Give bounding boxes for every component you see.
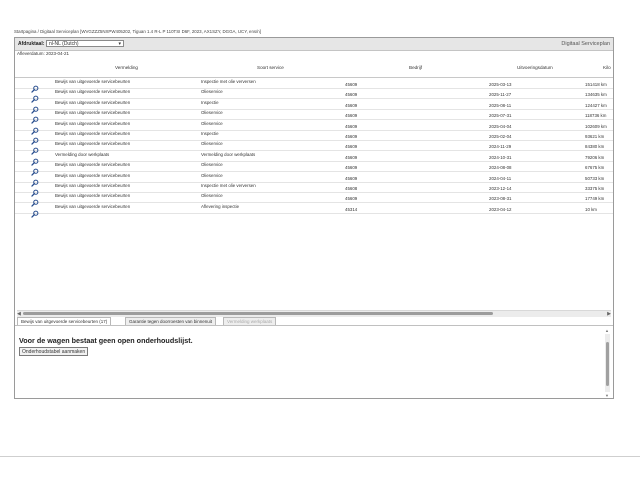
service-type-cell: Inspectie met olie verversen — [201, 183, 256, 188]
entry-cell: Bewijs van uitgevoerde servicebeurten — [55, 79, 131, 84]
tab-vermelding-werkplaats: Vermelding werkplaats — [223, 317, 276, 325]
print-language-value: nl-NL (Dutch) — [49, 41, 79, 47]
table-row[interactable] — [15, 120, 613, 131]
company-cell: 45609 — [345, 154, 358, 160]
table-row[interactable] — [15, 192, 613, 203]
table-row[interactable] — [15, 203, 613, 214]
execution-date-cell: 2024-04-11 — [489, 175, 512, 181]
magnifier-icon[interactable] — [31, 205, 39, 213]
entry-cell: Bewijs van uitgevoerde servicebeurten — [55, 110, 131, 116]
table-row[interactable] — [15, 78, 613, 89]
company-cell: 45609 — [345, 92, 358, 98]
table-row[interactable] — [15, 88, 613, 99]
page-divider — [0, 456, 640, 457]
mileage-cell: 93621 km — [585, 134, 605, 139]
chevron-down-icon: ▾ — [118, 41, 121, 47]
company-cell: 45314 — [345, 206, 358, 212]
execution-date-cell: 2023-04-12 — [489, 206, 512, 212]
service-type-cell: Olieservice — [201, 89, 223, 95]
breadcrumb: Startpagina / Digitaal Serviceplan [WVGZZZ5NXPW405202, Tiguan 1.4 R-L P 110TSI D6F, 2023, AX1SZY, DGGA, UCY, ens/n] — [14, 29, 261, 34]
service-type-cell: Inspectie — [201, 131, 219, 136]
table-row[interactable] — [15, 161, 613, 172]
table-row[interactable] — [15, 182, 613, 193]
service-type-cell: Olieservice — [201, 172, 223, 178]
table-row[interactable] — [15, 99, 613, 110]
execution-date-cell: 2025-03-13 — [489, 82, 512, 87]
mileage-cell: 151418 km — [585, 82, 607, 87]
entry-cell: Bewijs van uitgevoerde servicebeurten — [55, 203, 131, 209]
company-cell: 45609 — [345, 82, 358, 87]
service-plan-panel — [14, 37, 614, 399]
service-type-cell: Vermelding door werkplaats — [201, 151, 256, 157]
delivery-date: Afleverdatum: 2023-04-21 — [17, 51, 70, 56]
maintenance-panel — [15, 325, 613, 398]
entry-cell: Bewijs van uitgevoerde servicebeurten — [55, 193, 131, 199]
table-row[interactable] — [15, 151, 613, 162]
service-type-cell: Olieservice — [201, 110, 223, 116]
magnifier-icon[interactable] — [31, 122, 39, 130]
app-title: Digitaal Serviceplan — [561, 41, 610, 47]
service-type-cell: Inspectie — [201, 99, 219, 105]
toolbar — [15, 38, 613, 51]
mileage-cell: 17749 km — [585, 196, 605, 202]
mileage-cell: 102609 km — [585, 123, 607, 129]
company-cell: 45609 — [345, 196, 358, 202]
service-type-cell: Olieservice — [201, 120, 223, 126]
print-language-label: Afdruktaal: — [18, 41, 45, 47]
execution-date-cell: 2024-10-31 — [489, 154, 512, 160]
column-header-soort-service[interactable]: Soort service — [257, 65, 284, 70]
table-row[interactable] — [15, 172, 613, 183]
company-cell: 45609 — [345, 175, 358, 181]
table-row[interactable] — [15, 140, 613, 151]
column-header-kilometerstand[interactable]: Kilo — [603, 65, 611, 70]
magnifier-icon[interactable] — [31, 153, 39, 161]
service-type-cell: Aflevering inspectie — [201, 203, 240, 209]
scroll-up-icon[interactable]: ▲ — [605, 328, 609, 333]
magnifier-icon[interactable] — [31, 80, 39, 88]
company-cell: 45609 — [345, 102, 358, 108]
scroll-down-icon[interactable]: ▼ — [605, 393, 609, 398]
print-language-select[interactable] — [46, 40, 124, 47]
mileage-cell: 50733 km — [585, 175, 605, 181]
table-row[interactable] — [15, 130, 613, 141]
mileage-cell: 124427 km — [585, 102, 607, 108]
magnifier-icon[interactable] — [31, 194, 39, 202]
execution-date-cell: 2023-08-31 — [489, 196, 512, 202]
entry-cell: Bewijs van uitgevoerde servicebeurten — [55, 120, 131, 126]
entry-cell: Bewijs van uitgevoerde servicebeurten — [55, 99, 131, 105]
horizontal-scroll-thumb[interactable] — [23, 312, 493, 315]
execution-date-cell: 2025-02-04 — [489, 134, 512, 139]
execution-date-cell: 2024-08-08 — [489, 165, 512, 171]
mileage-cell: 134635 km — [585, 92, 607, 98]
maintenance-message: Voor de wagen bestaat geen open onderhoudslijst. — [19, 336, 193, 345]
table-body — [15, 78, 613, 250]
mileage-cell: 10 km — [585, 206, 597, 212]
table-header — [15, 59, 613, 78]
execution-date-cell: 2023-12-14 — [489, 186, 512, 191]
mileage-cell: 33375 km — [585, 186, 605, 191]
tab-servicebeurten[interactable]: Bewijs van uitgevoerde servicebeurten (17) — [17, 317, 111, 325]
entry-cell: Bewijs van uitgevoerde servicebeurten — [55, 141, 131, 147]
entry-cell: Bewijs van uitgevoerde servicebeurten — [55, 183, 131, 188]
column-header-vermelding[interactable]: Vermelding — [115, 65, 138, 70]
mileage-cell: 118736 km — [585, 113, 607, 119]
table-row[interactable] — [15, 109, 613, 120]
service-type-cell: Inspectie met olie verversen — [201, 79, 256, 84]
company-cell: 45609 — [345, 134, 358, 139]
company-cell: 45609 — [345, 165, 358, 171]
magnifier-icon[interactable] — [31, 90, 39, 98]
execution-date-cell: 2025-08-11 — [489, 102, 512, 108]
magnifier-icon[interactable] — [31, 163, 39, 171]
entry-cell: Vermelding door werkplaats — [55, 151, 110, 157]
magnifier-icon[interactable] — [31, 132, 39, 140]
company-cell: 45609 — [345, 144, 358, 150]
company-cell: 45609 — [345, 113, 358, 119]
scroll-left-icon[interactable]: ◀ — [17, 311, 21, 317]
execution-date-cell: 2025-07-31 — [489, 113, 512, 119]
mileage-cell: 67675 km — [585, 165, 605, 171]
service-type-cell: Olieservice — [201, 141, 223, 147]
service-type-cell: Olieservice — [201, 162, 223, 168]
entry-cell: Bewijs van uitgevoerde servicebeurten — [55, 131, 131, 136]
column-header-bedrijf[interactable]: Bedrijf — [409, 65, 423, 70]
magnifier-icon[interactable] — [31, 174, 39, 182]
column-header-uitvoeringsdatum[interactable]: Uitvoeringsdatum — [517, 65, 553, 70]
entry-cell: Bewijs van uitgevoerde servicebeurten — [55, 172, 131, 178]
magnifier-icon[interactable] — [31, 101, 39, 109]
execution-date-cell: 2025-04-04 — [489, 123, 512, 129]
company-cell: 45609 — [345, 123, 358, 129]
mileage-cell: 79206 km — [585, 154, 605, 160]
tab-garantie-doorroesten[interactable]: Garantie tegen doorroesten van binnenuit — [125, 317, 216, 325]
entry-cell: Bewijs van uitgevoerde servicebeurten — [55, 89, 131, 95]
vertical-scroll-thumb[interactable] — [606, 342, 609, 386]
vertical-scrollbar[interactable] — [605, 328, 610, 398]
company-cell: 45608 — [345, 186, 358, 191]
horizontal-scrollbar[interactable] — [17, 310, 611, 317]
scroll-right-icon[interactable]: ▶ — [607, 311, 611, 317]
mileage-cell: 84380 km — [585, 144, 605, 150]
create-maintenance-table-button[interactable]: Onderhoudstabel aanmaken — [19, 347, 88, 356]
execution-date-cell: 2025-11-27 — [489, 92, 512, 98]
execution-date-cell: 2024-11-29 — [489, 144, 512, 150]
magnifier-icon[interactable] — [31, 142, 39, 150]
service-type-cell: Olieservice — [201, 193, 223, 199]
entry-cell: Bewijs van uitgevoerde servicebeurten — [55, 162, 131, 168]
magnifier-icon[interactable] — [31, 184, 39, 192]
magnifier-icon[interactable] — [31, 111, 39, 119]
